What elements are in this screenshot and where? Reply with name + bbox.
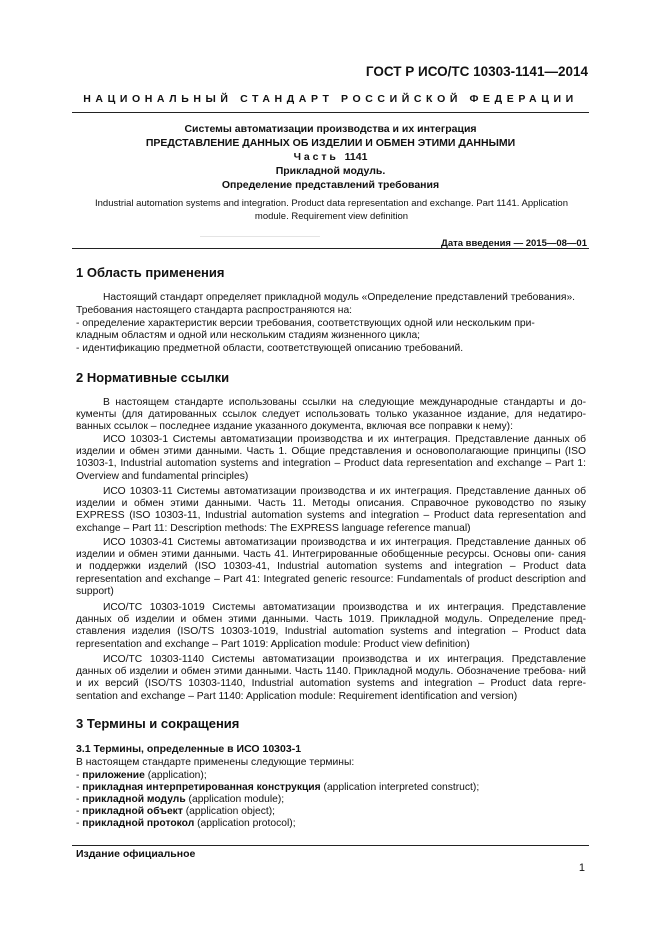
term-english: (application);: [144, 770, 207, 781]
national-standard-banner: НАЦИОНАЛЬНЫЙ СТАНДАРТ РОССИЙСКОЙ ФЕДЕРАЦИИ: [83, 93, 578, 105]
section-3-heading: 3 Термины и сокращения: [76, 716, 240, 731]
term-name: прикладной протокол: [82, 818, 195, 829]
term-name: прикладная интерпретированная конструкция: [82, 782, 321, 793]
banner-divider: [72, 112, 589, 113]
english-title-line-1: Industrial automation systems and integration. Product data representation and exchange. Part 1141. Application: [94, 198, 568, 209]
term-item: - прикладная интерпретированная конструкция (application interpreted construct);: [76, 782, 480, 793]
reference-iso-10303-11: ИСО 10303-11 Системы автоматизации производства и их интеграция. Представление данных об изделии и обмен этими данными. Часть 11. Методы описания. Справочное руководство по языку EXPRESS (ISO 10303-11, Industrial automation systems and integration – Product data representation and exchange – Part 11: Description methods: The EXPRESS language reference manual): [76, 486, 586, 534]
introduction-date: Дата введения — 2015—08—01: [441, 238, 587, 249]
term-item: - прикладной объект (application object);: [76, 806, 276, 817]
page-number: 1: [578, 862, 585, 874]
reference-iso-ts-10303-1140: ИСО/ТС 10303-1140 Системы автоматизации производства и их интеграция. Представление данных об изделии и обмен этими данными. Часть 1140. Прикладной модуль. Обозначение требова- ний и их версий (ISO/TS 10303-1140, Industrial automation systems and integration – Product data repre- sentation and exchange – Part 1140: Application module: Requirement identification and version): [76, 654, 586, 702]
section-1-paragraph-2: Требования настоящего стандарта распространяются на:: [76, 305, 353, 316]
term-english: (application protocol);: [194, 818, 296, 829]
term-item: - прикладной модуль (application module);: [76, 794, 285, 805]
faint-divider: [200, 236, 320, 237]
reference-iso-ts-10303-1019: ИСО/ТС 10303-1019 Системы автоматизации производства и их интеграция. Представление данных об изделии и обмен этими данными. Часть 1019. Прикладной модуль. Определение пред- ставления изделия (ISO/TS 10303-1019, Industrial automation systems and integration – Product data representation and exchange – Part 1019: Application module: Product view definition): [76, 602, 586, 650]
reference-iso-10303-1: ИСО 10303-1 Системы автоматизации производства и их интеграция. Представление данных об изделии и обмен этими данными. Часть 1. Общие представления и основополагающие принципы (ISO 10303-1, Industrial automation systems and integration – Product data representation and exchange – Part 1: Overview and fundamental principles): [76, 434, 586, 482]
section-1-paragraph-1: Настоящий стандарт определяет прикладной модуль «Определение представлений требования».: [103, 292, 576, 303]
title-line-2: ПРЕДСТАВЛЕНИЕ ДАННЫХ ОБ ИЗДЕЛИИ И ОБМЕН ЭТИМИ ДАННЫМИ: [145, 137, 516, 149]
term-english: (application module);: [185, 794, 285, 805]
section-2-intro: В настоящем стандарте использованы ссылки на следующие международные стандарты и до- кументы (для датированных ссылок следует использовать только указанное издание, для недатиро- ванных ссылок – последнее издание указанного документа, включая все поправки к нему):: [76, 397, 586, 433]
term-name: прикладной объект: [82, 806, 183, 817]
term-name: приложение: [82, 770, 145, 781]
footer-divider: [72, 845, 589, 846]
section-1-heading: 1 Область применения: [76, 265, 225, 280]
term-english: (application object);: [182, 806, 276, 817]
term-item: - прикладной протокол (application protocol);: [76, 818, 296, 829]
document-code: ГОСТ Р ИСО/ТС 10303-1141—2014: [365, 64, 588, 79]
title-line-3: Ч а с т ь 1141: [293, 151, 368, 163]
terms-intro: В настоящем стандарте применены следующие термины:: [76, 757, 355, 768]
title-line-4: Прикладной модуль.: [275, 165, 386, 177]
section-1-list-item-1a: - определение характеристик версии требования, соответствующих одной или нескольким при-: [76, 318, 535, 329]
section-1-list-item-1b: кладным областям и одной или нескольким стадиям жизненного цикла;: [76, 330, 421, 341]
title-line-5: Определение представлений требования: [221, 179, 440, 191]
english-title: [75, 197, 588, 223]
term-name: прикладной модуль: [82, 794, 186, 805]
title-line-1: Системы автоматизации производства и их интеграция: [184, 123, 477, 135]
reference-iso-10303-41: ИСО 10303-41 Системы автоматизации производства и их интеграция. Представление данных об изделии и обмен этими данными. Часть 41. Интегрированные обобщенные ресурсы. Основы опи- сания и поддержки изделий (ISO 10303-41, Industrial automation systems and integration – Product data representation and exchange – Part 41: Integrated generic resource: Fundamentals of product description and support): [76, 537, 586, 597]
section-2-heading: 2 Нормативные ссылки: [76, 370, 230, 385]
official-edition-label: Издание официальное: [76, 848, 196, 860]
subsection-3-1-heading: 3.1 Термины, определенные в ИСО 10303-1: [76, 743, 302, 755]
term-item: - приложение (application);: [76, 770, 207, 781]
date-divider: [72, 248, 589, 249]
term-english: (application interpreted construct);: [320, 782, 480, 793]
english-title-line-2: module. Requirement view definition: [254, 211, 409, 222]
section-1-list-item-2: - идентификацию предметной области, соответствующей описанию требований.: [76, 343, 464, 354]
